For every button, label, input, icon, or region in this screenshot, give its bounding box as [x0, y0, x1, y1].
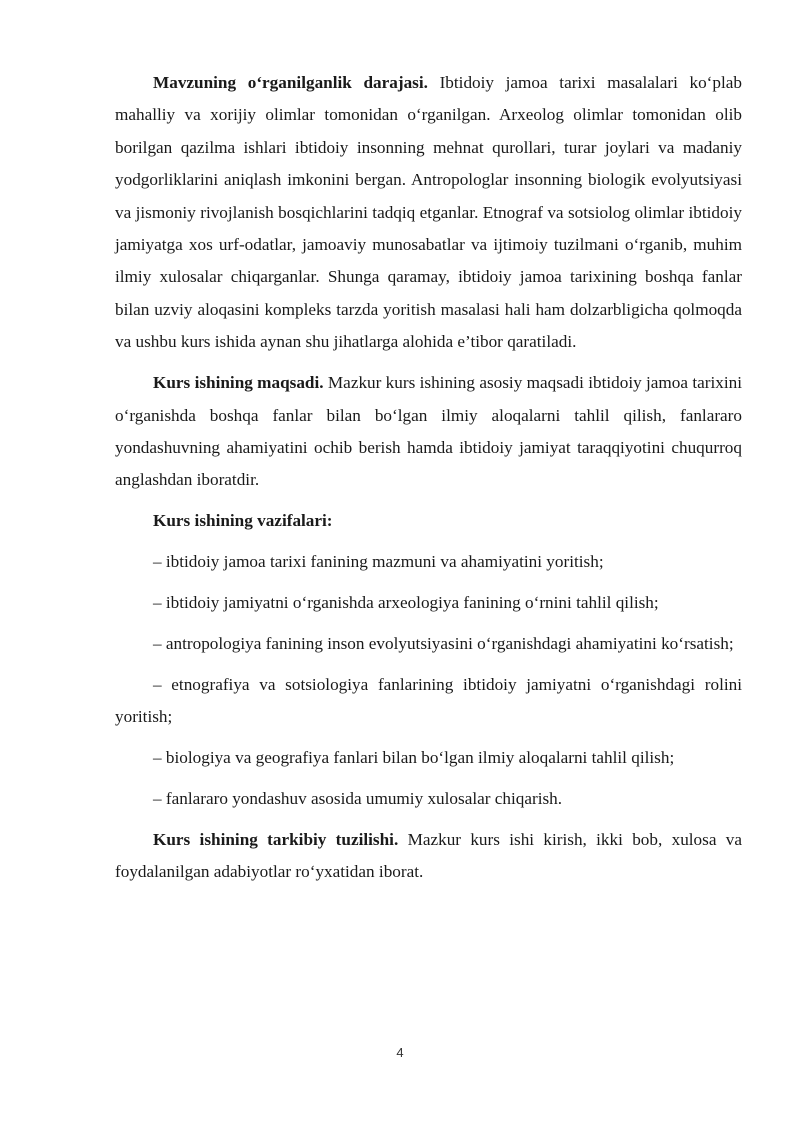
document-body — [115, 67, 742, 897]
structure-heading: Kurs ishining tarkibiy tuzilishi. — [153, 830, 399, 850]
study-level-heading: Mavzuning o‘rganilganlik darajasi. — [153, 73, 428, 92]
paragraph-study-level — [115, 67, 742, 359]
task-item — [115, 587, 742, 619]
task-item — [115, 783, 742, 815]
paragraph-structure — [115, 824, 742, 889]
task-item-text: – fanlararo yondashuv asosida umumiy xulosalar chiqarish. — [153, 789, 563, 809]
task-item-text: – antropologiya fanining inson evolyutsiyasini o‘rganishdagi ahamiyatini ko‘rsatish; — [153, 634, 734, 653]
task-item — [115, 669, 742, 734]
purpose-text: Mazkur kurs ishining asosiy maqsadi ibtidoiy jamoa tarixini o‘rganishda boshqa fanlar bilan bo‘lgan ilmiy aloqalarni tahlil qilish, fanlararo yondashuvning ahamiyatini ochib berish hamda ibtidoiy jamiyat taraqqiyotini chuqurroq anglashdan iboratdir. — [115, 373, 742, 490]
page-number: 4 — [396, 1045, 404, 1060]
task-item-text: – biologiya va geografiya fanlari bilan bo‘lgan ilmiy aloqalarni tahlil qilish; — [153, 748, 675, 768]
purpose-heading: Kurs ishining maqsadi. — [153, 373, 324, 393]
paragraph-tasks-heading — [115, 505, 742, 537]
task-item-text: – ibtidoiy jamiyatni o‘rganishda arxeologiya fanining o‘rnini tahlil qilish; — [153, 593, 659, 613]
paragraph-purpose — [115, 367, 742, 497]
task-item — [115, 546, 742, 578]
task-item — [115, 628, 742, 660]
tasks-heading: Kurs ishining vazifalari: — [153, 511, 333, 531]
structure-text: Mazkur kurs ishi kirish, ikki bob, xulosa va foydalanilgan adabiyotlar ro‘yxatidan iborat. — [115, 830, 743, 882]
study-level-text: Ibtidoiy jamoa tarixi masalalari ko‘plab mahalliy va xorijiy olimlar tomonidan o‘rganilgan. Arxeolog olimlar tomonidan olib borilgan qazilma ishlari ibtidoiy insonning mehnat qurollari, turar joylari va madaniy yodgorliklarini aniqlash imkonini bergan. Antropologlar insonning biologik evolyutsiyasi va jismoniy rivojlanish bosqichlarini tadqiq etganlar. Etnograf va sotsiolog olimlar ibtidoiy jamiyatga xos urf-odatlar, jamoaviy munosabatlar va ijtimoiy tuzilmani o‘rganib, muhim ilmiy xulosalar chiqarganlar. Shunga qaramay, ibtidoiy jamoa tarixining boshqa fanlar bilan uzviy aloqasini kompleks tarzda yoritish masalasi hali ham dolzarbligicha qolmoqda va ushbu kurs ishida aynan shu jihatlarga alohida e’tibor qaratiladi. — [115, 73, 742, 352]
task-item-text: – ibtidoiy jamoa tarixi fanining mazmuni va ahamiyatini yoritish; — [153, 552, 604, 572]
task-item — [115, 742, 742, 774]
task-item-text: – etnografiya va sotsiologiya fanlarining ibtidoiy jamiyatni o‘rganishdagi rolini yoritish; — [115, 674, 742, 727]
